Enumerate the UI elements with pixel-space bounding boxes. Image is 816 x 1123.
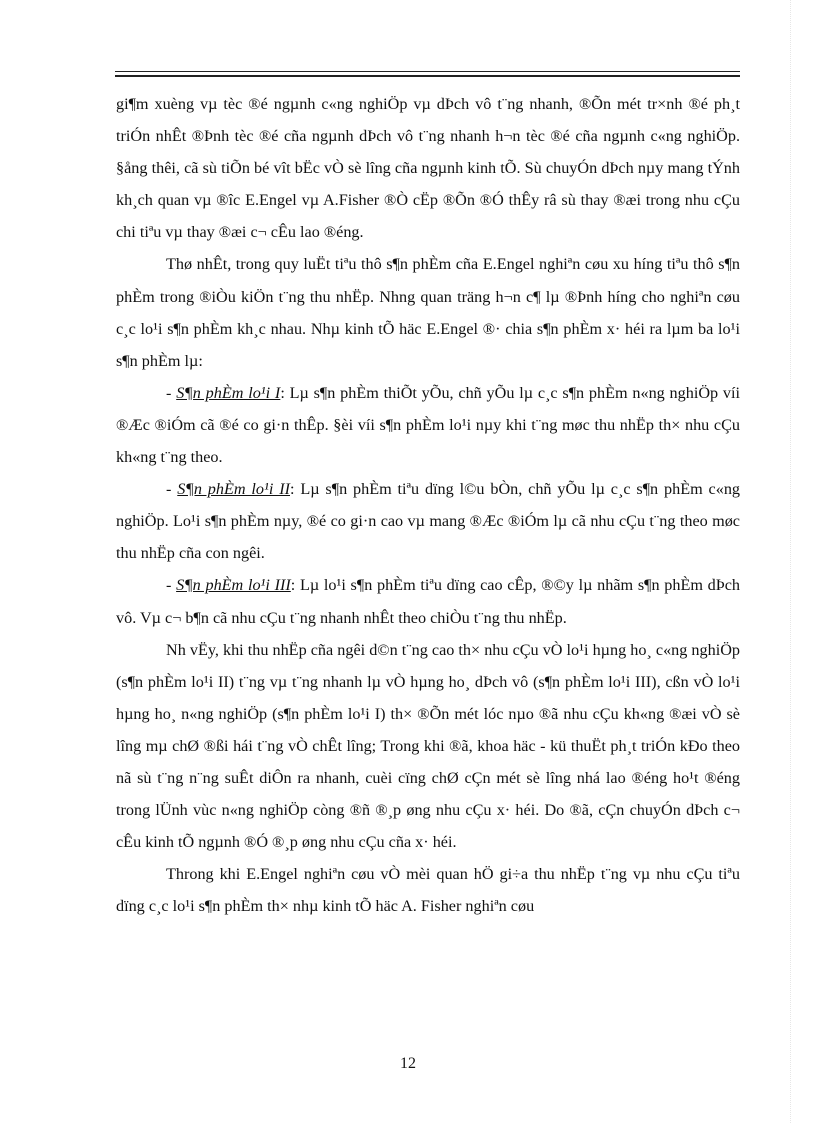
list-item-2 (116, 473, 740, 569)
list-item-3 (116, 569, 740, 633)
list-item-1-prefix: - (166, 383, 177, 402)
list-item-1 (116, 377, 740, 473)
list-item-2-prefix: - (166, 480, 178, 499)
list-item-1-term: S¶n phÈm lo¹i I (176, 383, 281, 402)
header-rule-thin (115, 71, 740, 72)
list-item-3-term: S¶n phÈm lo¹i III (176, 576, 291, 595)
page-number: 12 (400, 1055, 416, 1072)
header-rule-thick (115, 75, 740, 77)
list-item-2-text: : Lµ s¶n phÈm tiªu dïng l©u bÒn, chñ yÕu lµ c¸c s¶n phÈm c«ng nghiÖp. Lo¹i s¶n phÈm nµy, ®é co gi·n cao vµ mang ®Æc ®iÓm lµ cã nhu cÇu t¨ng theo møc thu nhËp cña con ngêi. (116, 480, 741, 563)
paragraph-4: Throng khi E.Engel nghiªn cøu vÒ mèi quan hÖ gi÷a thu nhËp t¨ng vµ nhu cÇu tiªu dïng c¸c lo¹i s¶n phÈm th× nhµ kinh tÕ häc A. Fisher nghiªn cøu (116, 865, 740, 916)
paragraph-1: gi¶m xuèng vµ tèc ®é ngµnh c«ng nghiÖp vµ dÞch vô t¨ng nhanh, ®Õn mét tr×nh ®é ph¸t triÓn nhÊt ®Þnh tèc ®é cña ngµnh dÞch vô t¨ng nhanh h¬n tèc ®é cña ngµnh c«ng nghiÖp. §ång thêi, cã sù tiÕn bé vît bËc vÒ sè lîng cña ngµnh kinh tÕ. Sù chuyÓn dÞch nµy mang tÝnh kh¸ch quan vµ ®îc E.Engel vµ A.Fisher ®Ò cËp ®Õn ®Ó thÊy râ sù thay ®æi trong nhu cÇu chi tiªu vµ thay ®æi c¬ cÊu lao ®éng. (116, 95, 740, 242)
margin-guide (790, 0, 791, 1123)
paragraph-3: Nh vËy, khi thu nhËp cña ngêi d©n t¨ng cao th× nhu cÇu vÒ lo¹i hµng ho¸ c«ng nghiÖp (s¶n phÈm lo¹i II) t¨ng vµ t¨ng nhanh lµ vÒ hµng ho¸ dÞch vô (s¶n phÈm lo¹i III), cßn vÒ lo¹i hµng ho¸ n«ng nghiÖp (s¶n phÈm lo¹i I) th× ®Õn mét lóc nµo ®ã nhu cÇu kh«ng ®æi vÒ sè lîng mµ chØ ®ßi hái t¨ng vÒ chÊt lîng; Trong khi ®ã, khoa häc - kü thuËt ph¸t triÓn kÐo theo nã sù t¨ng n¨ng suÊt diÔn ra nhanh, cuèi cïng chØ cÇn mét sè lîng nhá lao ®éng ho¹t ®éng trong lÜnh vùc n«ng nghiÖp còng ®ñ ®¸p øng nhu cÇu x· héi. Do ®ã, cÇn chuyÓn dÞch c¬ cÊu kinh tÕ ngµnh ®Ó ®¸p øng nhu cÇu cña x· héi. (116, 640, 740, 852)
list-item-3-text: : Lµ lo¹i s¶n phÈm tiªu dïng cao cÊp, ®©y lµ nhãm s¶n phÈm dÞch vô. Vµ c¬ b¶n cã nhu cÇu t¨ng nhanh nhÊt theo chiÒu t¨ng thu nhËp. (116, 576, 741, 627)
list-item-1-text: : Lµ s¶n phÈm thiÕt yÕu, chñ yÕu lµ c¸c s¶n phÈm n«ng nghiÖp víi ®Æc ®iÓm cã ®é co gi·n thÊp. §èi víi s¶n phÈm lo¹i nµy khi t¨ng møc thu nhËp th× nhu cÇu kh«ng t¨ng theo. (116, 383, 740, 467)
body-text (116, 88, 740, 922)
paragraph-2: Thø nhÊt, trong quy luËt tiªu thô s¶n phÈm cña E.Engel nghiªn cøu xu híng tiªu thô s¶n phÈm trong ®iÒu kiÖn t¨ng thu nhËp. Nhng quan träng h¬n c¶ lµ ®Þnh híng cho nghiªn cøu c¸c lo¹i s¶n phÈm kh¸c nhau. Nhµ kinh tÕ häc E.Engel ®· chia s¶n phÈm x· héi ra lµm ba lo¹i s¶n phÈm lµ: (116, 255, 740, 370)
list-item-3-prefix: - (166, 576, 177, 595)
list-item-2-term: S¶n phÈm lo¹i II (177, 480, 290, 499)
